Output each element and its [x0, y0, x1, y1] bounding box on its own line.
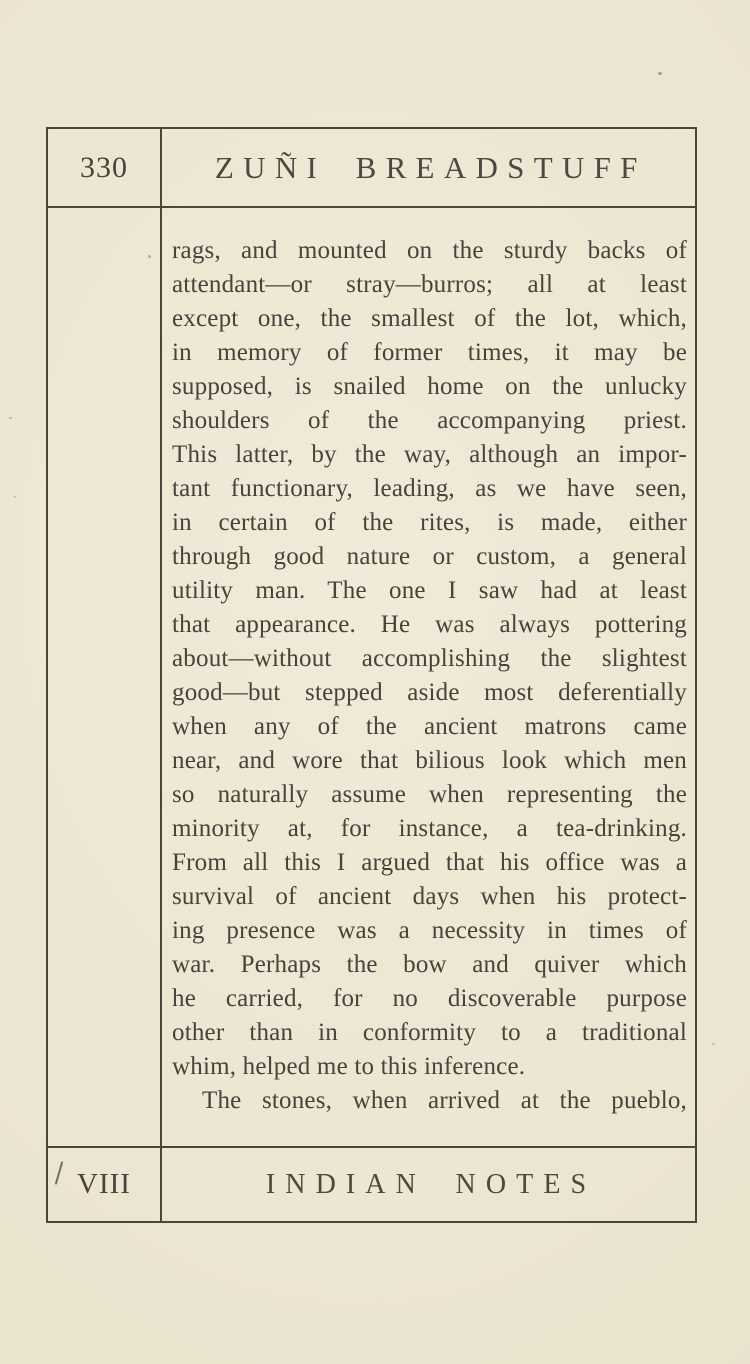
- text-line: utility man. The one I saw had at least: [172, 577, 687, 604]
- text-line: so naturally assume when representing the: [172, 781, 687, 808]
- left-margin-column: [48, 208, 162, 1146]
- paper-speck: [148, 255, 151, 258]
- text-line: about—without accomplishing the slightest: [172, 645, 687, 672]
- text-line: rags, and mounted on the sturdy backs of: [172, 237, 687, 264]
- page-number: 330: [80, 150, 128, 184]
- footer-title-cell: [162, 1146, 695, 1221]
- text-line: when any of the ancient matrons came: [172, 713, 687, 740]
- text-line: other than in conformity to a traditional: [172, 1019, 687, 1046]
- text-line: ing presence was a necessity in times of: [172, 917, 687, 944]
- text-line: The stones, when arrived at the pueblo,: [202, 1087, 687, 1114]
- paper-speck: [9, 417, 12, 419]
- text-line: attendant—or stray—burros; all at least: [172, 271, 687, 298]
- paper-speck: [658, 72, 662, 75]
- text-line: in certain of the rites, is made, either: [172, 509, 687, 536]
- text-line: except one, the smallest of the lot, which,: [172, 305, 687, 332]
- header-page-number-cell: [48, 129, 162, 208]
- page-title: ZUÑI BREADSTUFF: [214, 149, 647, 185]
- paper-speck: [14, 496, 16, 498]
- body-cell: [162, 208, 695, 1146]
- header-title-cell: [162, 129, 695, 208]
- text-line: minority at, for instance, a tea-drinking.: [172, 815, 687, 842]
- text-line: supposed, is snailed home on the unlucky: [172, 373, 687, 400]
- running-title: INDIAN NOTES: [265, 1168, 597, 1200]
- paper-speck: [712, 1043, 715, 1045]
- volume-numeral: VIII: [77, 1168, 131, 1200]
- text-line: This latter, by the way, although an impor-: [172, 441, 687, 468]
- text-line: shoulders of the accompanying priest.: [172, 407, 687, 434]
- footer-volume-cell: [48, 1146, 162, 1221]
- text-line: tant functionary, leading, as we have seen,: [172, 475, 687, 502]
- text-line: near, and wore that bilious look which men: [172, 747, 687, 774]
- text-line: in memory of former times, it may be: [172, 339, 687, 366]
- text-line: whim, helped me to this inference.: [172, 1053, 526, 1080]
- text-line: war. Perhaps the bow and quiver which: [172, 951, 687, 978]
- text-line: good—but stepped aside most deferentially: [172, 679, 687, 706]
- text-line: survival of ancient days when his protect-: [172, 883, 687, 910]
- page-frame: [46, 127, 697, 1223]
- text-line: he carried, for no discoverable purpose: [172, 985, 687, 1012]
- text-line: From all this I argued that his office was a: [172, 849, 687, 876]
- text-line: that appearance. He was always pottering: [172, 611, 687, 638]
- text-block: [162, 208, 695, 1118]
- text-line: through good nature or custom, a general: [172, 543, 687, 570]
